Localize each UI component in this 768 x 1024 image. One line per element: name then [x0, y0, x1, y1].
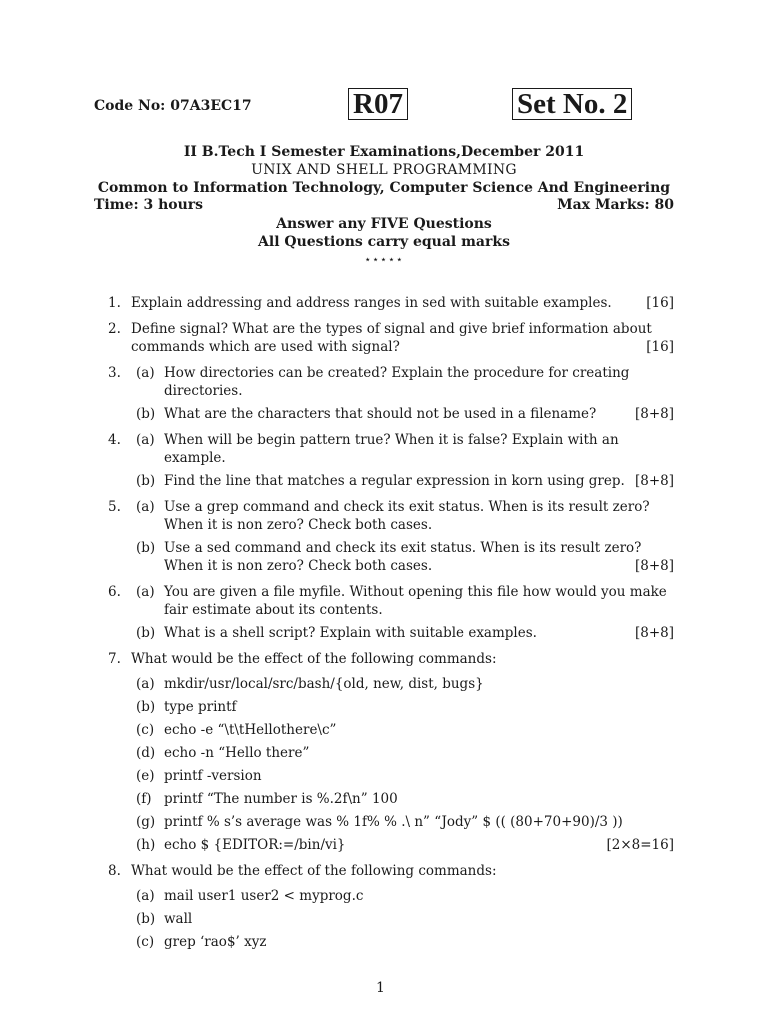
question-part-a — [131, 583, 674, 619]
question-number: 6. — [108, 584, 121, 600]
question-part-a — [131, 364, 674, 400]
part-label: (b) — [136, 911, 156, 927]
question-marks: [8+8] — [634, 625, 674, 641]
question-8 — [108, 862, 674, 951]
part-label: (a) — [136, 499, 155, 515]
part-label: (a) — [136, 365, 155, 381]
part-text: Use a grep command and check its exit status. When is its result zero? When it is non zero? Check both cases. — [164, 499, 650, 533]
question-3 — [108, 364, 674, 423]
command-list — [131, 675, 674, 854]
common-to-line: Common to Information Technology, Computer Science And Engineering — [97, 180, 671, 196]
command-item — [131, 910, 674, 928]
question-5 — [108, 498, 674, 575]
part-text: You are given a file myfile. Without opening this file how would you make fair estimate about its contents. — [164, 584, 667, 618]
instruction-answer-five: Answer any FIVE Questions — [276, 216, 492, 232]
command-item — [131, 675, 674, 693]
command-item — [131, 790, 674, 808]
part-text: How directories can be created? Explain the procedure for creating directories. — [164, 365, 630, 399]
part-label: (a) — [136, 584, 155, 600]
command-item — [131, 721, 674, 739]
part-text: printf -version — [164, 768, 262, 784]
part-label: (f) — [136, 791, 152, 807]
part-label: (a) — [136, 432, 155, 448]
set-number-box: Set No. 2 — [512, 88, 632, 120]
part-text: Find the line that matches a regular expression in korn using grep. — [164, 473, 625, 489]
question-2 — [108, 320, 674, 356]
part-text: wall — [164, 911, 193, 927]
part-label: (c) — [136, 722, 155, 738]
command-list — [131, 887, 674, 951]
page-number: 1 — [376, 980, 385, 996]
part-label: (b) — [136, 540, 156, 556]
question-list — [108, 294, 674, 959]
part-label: (h) — [136, 837, 156, 853]
part-label: (g) — [136, 814, 156, 830]
part-label: (a) — [136, 888, 155, 904]
question-number: 4. — [108, 432, 121, 448]
regulation-box: R07 — [348, 88, 408, 120]
part-text: echo -n “Hello there” — [164, 745, 310, 761]
part-text: What is a shell script? Explain with suitable examples. — [164, 625, 537, 641]
instruction-equal-marks: All Questions carry equal marks — [258, 234, 510, 250]
command-item — [131, 813, 674, 831]
question-number: 8. — [108, 863, 121, 879]
question-marks: [16] — [646, 339, 674, 355]
part-text: mail user1 user2 < myprog.c — [164, 888, 364, 904]
question-text: Explain addressing and address ranges in sed with suitable examples. — [131, 295, 612, 311]
question-6 — [108, 583, 674, 642]
part-label: (e) — [136, 768, 155, 784]
question-4 — [108, 431, 674, 490]
part-label: (b) — [136, 406, 156, 422]
part-text: type printf — [164, 699, 237, 715]
question-part-a — [131, 431, 674, 467]
question-number: 5. — [108, 499, 121, 515]
question-marks: [8+8] — [634, 473, 674, 489]
part-text: printf “The number is %.2f\n” 100 — [164, 791, 398, 807]
part-label: (b) — [136, 625, 156, 641]
question-number: 3. — [108, 365, 121, 381]
question-1 — [108, 294, 674, 312]
question-marks: [8+8] — [634, 406, 674, 422]
question-part-b — [131, 405, 674, 423]
part-label: (b) — [136, 473, 156, 489]
question-text: What would be the effect of the following commands: — [131, 651, 497, 667]
stars-divider: ⋆⋆⋆⋆⋆ — [364, 253, 404, 266]
question-7 — [108, 650, 674, 854]
question-part-a — [131, 498, 674, 534]
question-part-b — [131, 539, 674, 575]
question-part-b — [131, 624, 674, 642]
command-item — [131, 836, 674, 854]
part-label: (b) — [136, 699, 156, 715]
question-part-b — [131, 472, 674, 490]
part-text: When will be begin pattern true? When it is false? Explain with an example. — [164, 432, 619, 466]
part-text: echo -e “\t\tHellothere\c” — [164, 722, 337, 738]
subject-title: UNIX AND SHELL PROGRAMMING — [251, 162, 517, 178]
exam-title: II B.Tech I Semester Examinations,December 2011 — [183, 144, 585, 160]
part-text: echo $ {EDITOR:=/bin/vi} — [164, 837, 346, 853]
command-item — [131, 887, 674, 905]
question-number: 7. — [108, 651, 121, 667]
question-number: 1. — [108, 295, 121, 311]
question-text: What would be the effect of the following commands: — [131, 863, 497, 879]
part-label: (a) — [136, 676, 155, 692]
part-text: grep ‘rao$’ xyz — [164, 934, 267, 950]
question-text: Define signal? What are the types of signal and give brief information about commands which are used with signal? — [131, 321, 652, 355]
time-allowed: Time: 3 hours — [94, 197, 204, 213]
part-text: Use a sed command and check its exit status. When is its result zero? When it is non zero? Check both cases. — [164, 540, 642, 574]
part-label: (c) — [136, 934, 155, 950]
max-marks: Max Marks: 80 — [557, 197, 674, 213]
question-marks: [16] — [646, 295, 674, 311]
command-item — [131, 698, 674, 716]
command-item — [131, 744, 674, 762]
question-marks: [8+8] — [634, 558, 674, 574]
question-marks: [2×8=16] — [606, 837, 674, 853]
command-item — [131, 933, 674, 951]
question-number: 2. — [108, 321, 121, 337]
command-item — [131, 767, 674, 785]
part-text: mkdir/usr/local/src/bash/{old, new, dist, bugs} — [164, 676, 484, 692]
part-text: What are the characters that should not be used in a filename? — [164, 406, 597, 422]
part-text: printf % s’s average was % 1f% % .\ n” “Jody” $ (( (80+70+90)/3 )) — [164, 814, 623, 830]
part-label: (d) — [136, 745, 156, 761]
code-number: Code No: 07A3EC17 — [94, 98, 252, 114]
